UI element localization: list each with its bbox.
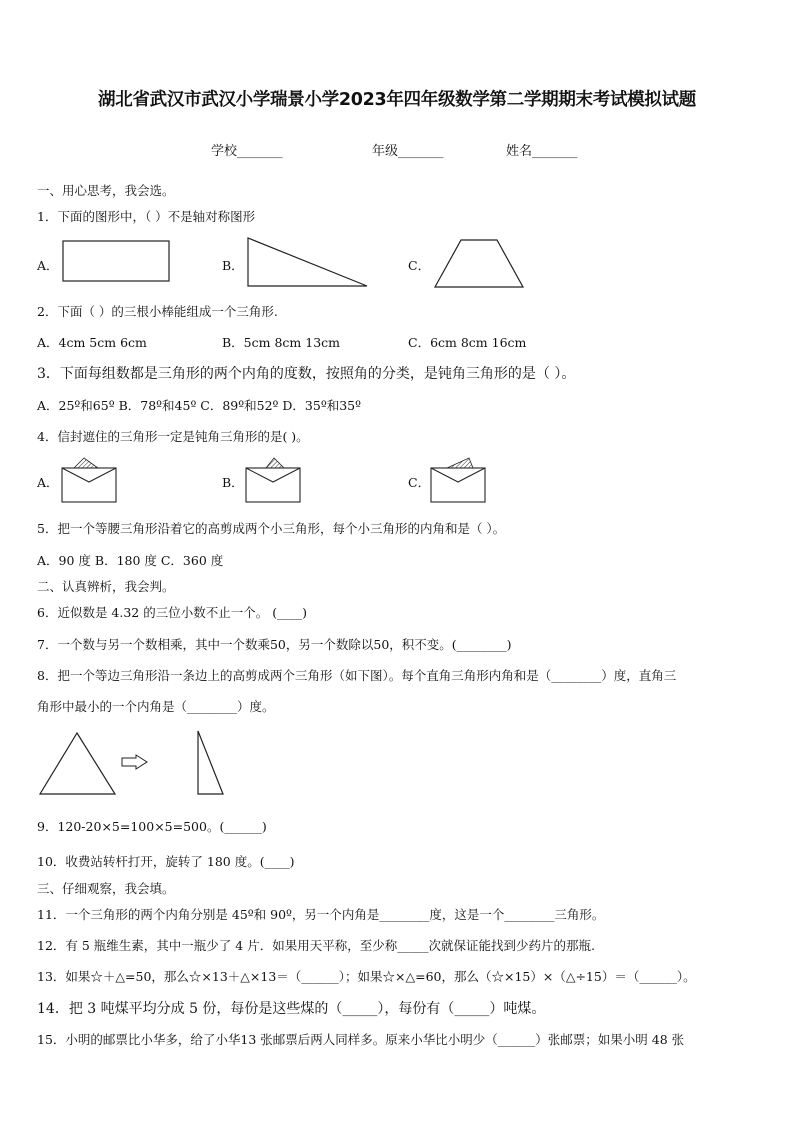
- question-1: 1．下面的图形中，（ ）不是轴对称图形: [37, 209, 256, 224]
- q4-option-b: B．: [222, 475, 244, 490]
- page-title: 湖北省武汉市武汉小学瑞景小学2023年四年级数学第二学期期末考试模拟试题: [98, 90, 696, 110]
- q3-options: A．25º和65º B．78º和45º C．89º和52º D．35º和35º: [37, 398, 361, 413]
- q2-option-a: A．4cm 5cm 6cm: [37, 335, 147, 350]
- envelope-b-figure: [244, 456, 304, 504]
- question-13: 13．如果☆＋△=50，那么☆×13＋△×13＝（______）；如果☆×△=60，那么（☆×15）×（△÷15）＝（______）。: [37, 969, 696, 984]
- question-4: 4．信封遮住的三角形一定是钝角三角形的是( )。: [37, 429, 309, 444]
- question-8-line-1: 8．把一个等边三角形沿一条边上的高剪成两个三角形（如下图）。每个直角三角形内角和是（________）度，直角三: [37, 668, 677, 683]
- q1-option-b: B．: [222, 258, 244, 273]
- half-triangle-figure: [196, 729, 226, 797]
- question-12: 12．有 5 瓶维生素，其中一瓶少了 4 片．如果用天平称，至少称_____次就保证能找到少药片的那瓶.: [37, 938, 595, 953]
- equilateral-triangle-figure: [38, 731, 118, 797]
- envelope-a-figure: [60, 456, 120, 504]
- q4-option-a: A．: [37, 475, 59, 490]
- section-3-heading: 三、仔细观察，我会填。: [37, 881, 175, 896]
- rectangle-figure: [62, 240, 172, 284]
- question-9: 9．120-20×5=100×5=500。(______): [37, 819, 267, 834]
- question-8-line-2: 角形中最小的一个内角是（________）度。: [37, 699, 275, 714]
- question-5: 5．把一个等腰三角形沿着它的高剪成两个小三角形，每个小三角形的内角和是（ ）。: [37, 521, 506, 536]
- question-6: 6．近似数是 4.32 的三位小数不止一个。 (____): [37, 605, 307, 620]
- q2-option-b: B．5cm 8cm 13cm: [222, 335, 341, 350]
- grade-field: 年级_______: [372, 144, 444, 159]
- question-7: 7．一个数与另一个数相乘，其中一个数乘50，另一个数除以50，积不变。(________): [37, 637, 512, 652]
- question-10: 10．收费站转杆打开，旋转了 180 度。(____): [37, 854, 295, 869]
- section-2-heading: 二、认真辨析，我会判。: [37, 579, 175, 594]
- q1-option-c: C．: [408, 258, 431, 273]
- trapezoid-figure: [433, 238, 525, 290]
- school-field: 学校_______: [211, 144, 283, 159]
- envelope-c-figure: [429, 456, 489, 504]
- q4-option-c: C．: [408, 475, 431, 490]
- section-1-heading: 一、用心思考，我会选。: [37, 183, 175, 198]
- question-15: 15．小明的邮票比小华多，给了小华13 张邮票后两人同样多。原来小华比小明少（______）张邮票；如果小明 48 张: [37, 1032, 685, 1047]
- name-field: 姓名_______: [506, 144, 578, 159]
- q1-option-a: A．: [37, 258, 59, 273]
- question-2: 2．下面（ ）的三根小棒能组成一个三角形.: [37, 304, 278, 319]
- question-11: 11．一个三角形的两个内角分别是 45º和 90º，另一个内角是________度，这是一个________三角形。: [37, 907, 605, 922]
- arrow-icon: [120, 754, 150, 770]
- question-14: 14．把 3 吨煤平均分成 5 份，每份是这些煤的（_____），每份有（_____）吨煤。: [37, 1001, 546, 1017]
- right-triangle-figure: [246, 236, 371, 290]
- q5-options: A．90 度 B．180 度 C．360 度: [37, 553, 224, 568]
- q2-option-c: C．6cm 8cm 16cm: [408, 335, 527, 350]
- question-3: 3．下面每组数都是三角形的两个内角的度数，按照角的分类，是钝角三角形的是（ ）。: [37, 366, 576, 382]
